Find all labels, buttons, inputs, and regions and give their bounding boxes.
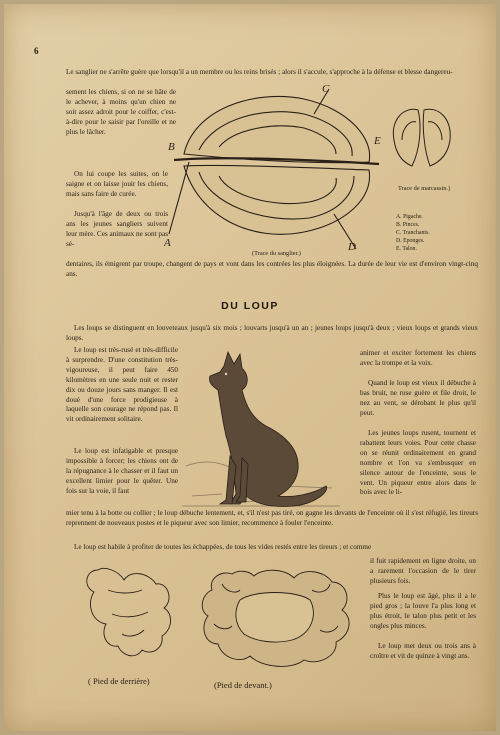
pied-devant-figure	[192, 564, 360, 676]
loup-lead: Les loups se distinguent en louveteaux jusqu'à six mois ; louvarts jusqu'à un an ; jeunes loups jusqu'à deux ; vieux loups et grands vieux loups.	[66, 324, 478, 342]
loup-right-paragraph-3: Les jeunes loups rusent, tournent et rabattent leurs voies. Pour cette chasse on se réunit ordinairement en grand nombre et l'on va s'embusquer en silence autour de l'enceinte, sous le vent. Un piqueur entre alors dans le bois avec le li-	[360, 429, 476, 497]
loup-right-paragraph-5: Plus le loup est âgé, plus il a le pied gros ; la louve l'a plus long et plus étroit, le talon plus petit et les ongles plus minces.	[370, 592, 476, 630]
loup-left-paragraph-1: Le loup est très-rusé et très-difficile à surprendre. D'une constitution très-vigoureuse, il peut faire 450 kilomètres en une seule nuit et rester dix ou douze jours sans manger. Il est doué d'une force prodigieuse à laquelle son courage ne répond pas. Il vit ordinairement solitaire.	[66, 346, 178, 424]
loup-full-paragraph-1: mier tenu à la botte ou collier ; le loup débuche lentement, et, s'il n'est pas tiré, on gagne les devants de l'enceinte où il s'est réfugié, les tireurs reprennent de nouveaux postes et le piqueur avec son limier, recommence à fouler l'enceinte.	[66, 509, 478, 527]
intro-paragraph-3: Jusqu'à l'âge de deux ou trois ans les jeunes sangliers suivent leur mère. Ces animaux ne sont pas sé-	[66, 210, 168, 248]
page-number: 6	[34, 46, 39, 56]
sanglier-caption: (Trace du sanglier.)	[252, 250, 301, 257]
intro-paragraph-2: On lui coupe les suites, on le saigne et on laisse jouir les chiens, mais sans faire de curée.	[66, 170, 168, 198]
intro-top-line: Le sanglier ne s'arrête guère que lorsqu'il a un membre ou les reins brisés ; alors il s'accule, s'approche à la défense et blesse dangereu-	[66, 68, 453, 76]
loup-right-paragraph-1: animer et exciter fortement les chiens avec la trompe et la voix.	[360, 349, 476, 367]
pied-derriere-figure	[78, 564, 178, 668]
loup-right-paragraph-2: Quand le loup est vieux il débuche à bas bruit, ne ruse guère et file droit, le nez au vent, se dérobant le plus qu'il peut.	[360, 379, 476, 417]
book-page	[4, 4, 496, 731]
wolf-illustration	[182, 346, 340, 516]
sanglier-track-figure	[164, 84, 389, 254]
marcassin-caption: Trace de marcassin.)	[398, 185, 451, 192]
loup-right-paragraph-4: il fuit rapidement en ligne droite, on a rarement l'occasion de le tirer plusieurs fois.	[370, 557, 476, 585]
loup-full-paragraph-2: Le loup est habile à profiter de toutes les échappées, de tous les vides restés entre les tireurs ; et comme	[74, 543, 372, 551]
legend-e: E. Talon.	[396, 246, 417, 252]
track-letter-e: E	[374, 135, 381, 147]
marcassin-track-figure	[388, 100, 456, 180]
section-title: DU LOUP	[221, 300, 279, 312]
track-letter-b: B	[168, 141, 175, 153]
legend-c: C. Tranchants.	[396, 230, 430, 236]
pied-devant-caption: (Pied de devant.)	[214, 680, 272, 690]
intro-paragraph-3-end: dentaires, ils émigrent par troupe, changent de pays et vont dans les contrées les plus éloignées. La durée de leur vie est d'environ vingt-cinq ans.	[66, 260, 478, 278]
loup-left-paragraph-2: Le loup est infatigable et presque impossible à forcer; les chiens ont de la répugnance à le chasser et il faut un excellent limier pour le quêter. Une fois sur la voie, il faut	[66, 447, 178, 495]
track-letter-c: C	[322, 84, 330, 95]
legend-a: A. Pigache.	[396, 214, 423, 220]
loup-right-paragraph-6: Le loup met deux ou trois ans à croître et vit de quinze à vingt ans.	[370, 642, 476, 660]
pied-derriere-caption: ( Pied de derrière)	[88, 676, 150, 686]
legend-d: D. Eponges.	[396, 238, 425, 244]
track-letter-d: D	[348, 241, 356, 253]
legend-b: B. Pinces.	[396, 222, 420, 228]
intro-paragraph-1: sement les chiens, si on ne se hâte de le achever, à moins qu'un chien ne soit assez adroit pour le coiffer, c'est-à-dire pour le saisir par l'oreille et ne plus le lâcher.	[66, 88, 176, 136]
track-letter-a: A	[164, 237, 171, 249]
